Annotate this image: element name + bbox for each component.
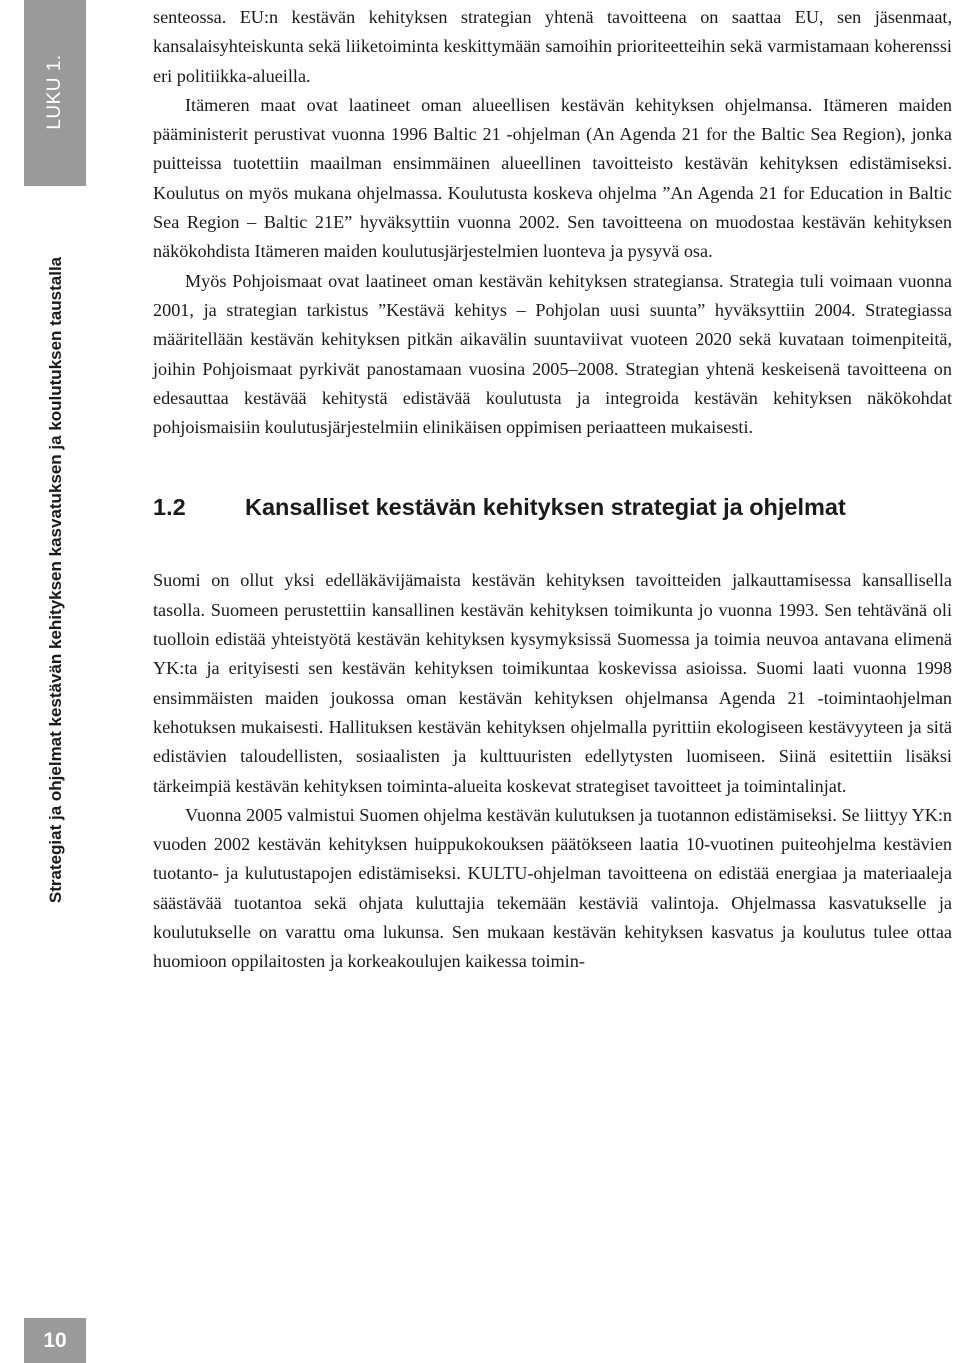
paragraph: Itämeren maat ovat laatineet oman alueellisen kestävän kehityksen ohjelmansa. Itämeren maiden pääministerit perustivat vuonna 1996 Baltic 21 -ohjelman (An Agenda 21 for the Baltic Sea Region), jonka puitteissa tuotettiin maailman ensimmäinen alueellinen tavoitteisto kestävän kehityksen edistämiseksi. Koulutus on myös mukana ohjelmassa. Koulutusta koskeva ohjelma ”An Agenda 21 for Education in Baltic Sea Region – Baltic 21E” hyväksyttiin vuonna 2002. Sen tavoitteena on muodostaa kestävän kehityksen näkökohdista Itämeren maiden koulutusjärjestelmien luonteva ja pysyvä osa. <box>153 94 952 262</box>
section-body <box>153 566 952 976</box>
main-text-column <box>153 0 952 977</box>
chapter-label: LUKU 1. <box>44 54 65 130</box>
paragraph: senteossa. EU:n kestävän kehityksen strategian yhtenä tavoitteena on saattaa EU, sen jäsenmaat, kansalaisyhteiskunta sekä liiketoiminta keskittymään samoihin prioriteetteihin sekä varmistamaan koherenssi eri politiikka-alueilla. <box>153 7 952 86</box>
paragraph: Vuonna 2005 valmistui Suomen ohjelma kestävän kulutuksen ja tuotannon edistämiseksi. Se liittyy YK:n vuoden 2002 kestävän kehityksen huippukokouksen päätökseen laatia 10-vuotinen puiteohjelma kestävien tuotanto- ja kulutustapojen edistämiseksi. KULTU-ohjelman tavoitteena on edistää energiaa ja materiaaleja säästävää tuotantoa sekä ohjata kuluttajia tekemään kestäviä valintoja. Ohjelmassa kasvatukselle ja koulutukselle on varattu oma lukunsa. Sen mukaan kestävän kehityksen kasvatus ja koulutus tulee ottaa huomioon oppilaitosten ja korkeakoulujen kaikessa toimin- <box>153 804 952 972</box>
section-number: 1.2 <box>153 494 186 521</box>
paragraph: Myös Pohjoismaat ovat laatineet oman kestävän kehityksen strategiansa. Strategia tuli voimaan vuonna 2001, ja strategian tarkistus ”Kestävä kehitys – Pohjolan uusi suunta” hyväksyttiin 2004. Strategiassa määritellään kestävän kehityksen pitkän aikavälin suuntaviivat vuoteen 2020 sekä kuvataan toimenpiteitä, joihin Pohjoismaat pyrkivät panostamaan vuosina 2005–2008. Strategian yhtenä keskeisenä tavoitteena on edesauttaa kestävää kehitystä edistävää koulutusta ja integroida kestävän kehityksen näkökohdat pohjoismaisiin koulutusjärjestelmiin elinikäisen oppimisen periaatteen mukaisesti. <box>153 270 952 438</box>
section-title: Kansalliset kestävän kehityksen strategiat ja ohjelmat <box>245 494 846 521</box>
page-number: 10 <box>24 1318 86 1363</box>
section-heading <box>153 494 952 554</box>
paragraph: Suomi on ollut yksi edelläkävijämaista kestävän kehityksen tavoitteiden jalkauttamisessa kansallisella tasolla. Suomeen perustettiin kansallinen kestävän kehityksen toimikunta jo vuonna 1993. Sen tehtävänä oli tuolloin edistää yhteistyötä kestävän kehityksen kysymyksissä Suomessa ja toimia neuvoa antavana elimenä YK:ta ja erityisesti sen kestävän kehityksen toimikuntaa koskevissa asioissa. Suomi laati vuonna 1998 ensimmäisten maiden joukossa oman kestävän kehityksen ohjelmansa Agenda 21 -toimintaohjelman kehotuksen mukaisesti. Hallituksen kestävän kehityksen ohjelmalla pyrittiin ekologiseen kestävyyteen ja sitä edistävien taloudellisten, sosiaalisten ja kulttuuristen edellytysten luomiseen. Siinä esitettiin lisäksi tärkeimpiä kestävän kehityksen toiminta-alueita koskevat strategiset tavoitteet ja toimintalinjat. <box>153 570 952 796</box>
running-head: Strategiat ja ohjelmat kestävän kehityksen kasvatuksen ja koulutuksen taustalla <box>46 256 65 904</box>
